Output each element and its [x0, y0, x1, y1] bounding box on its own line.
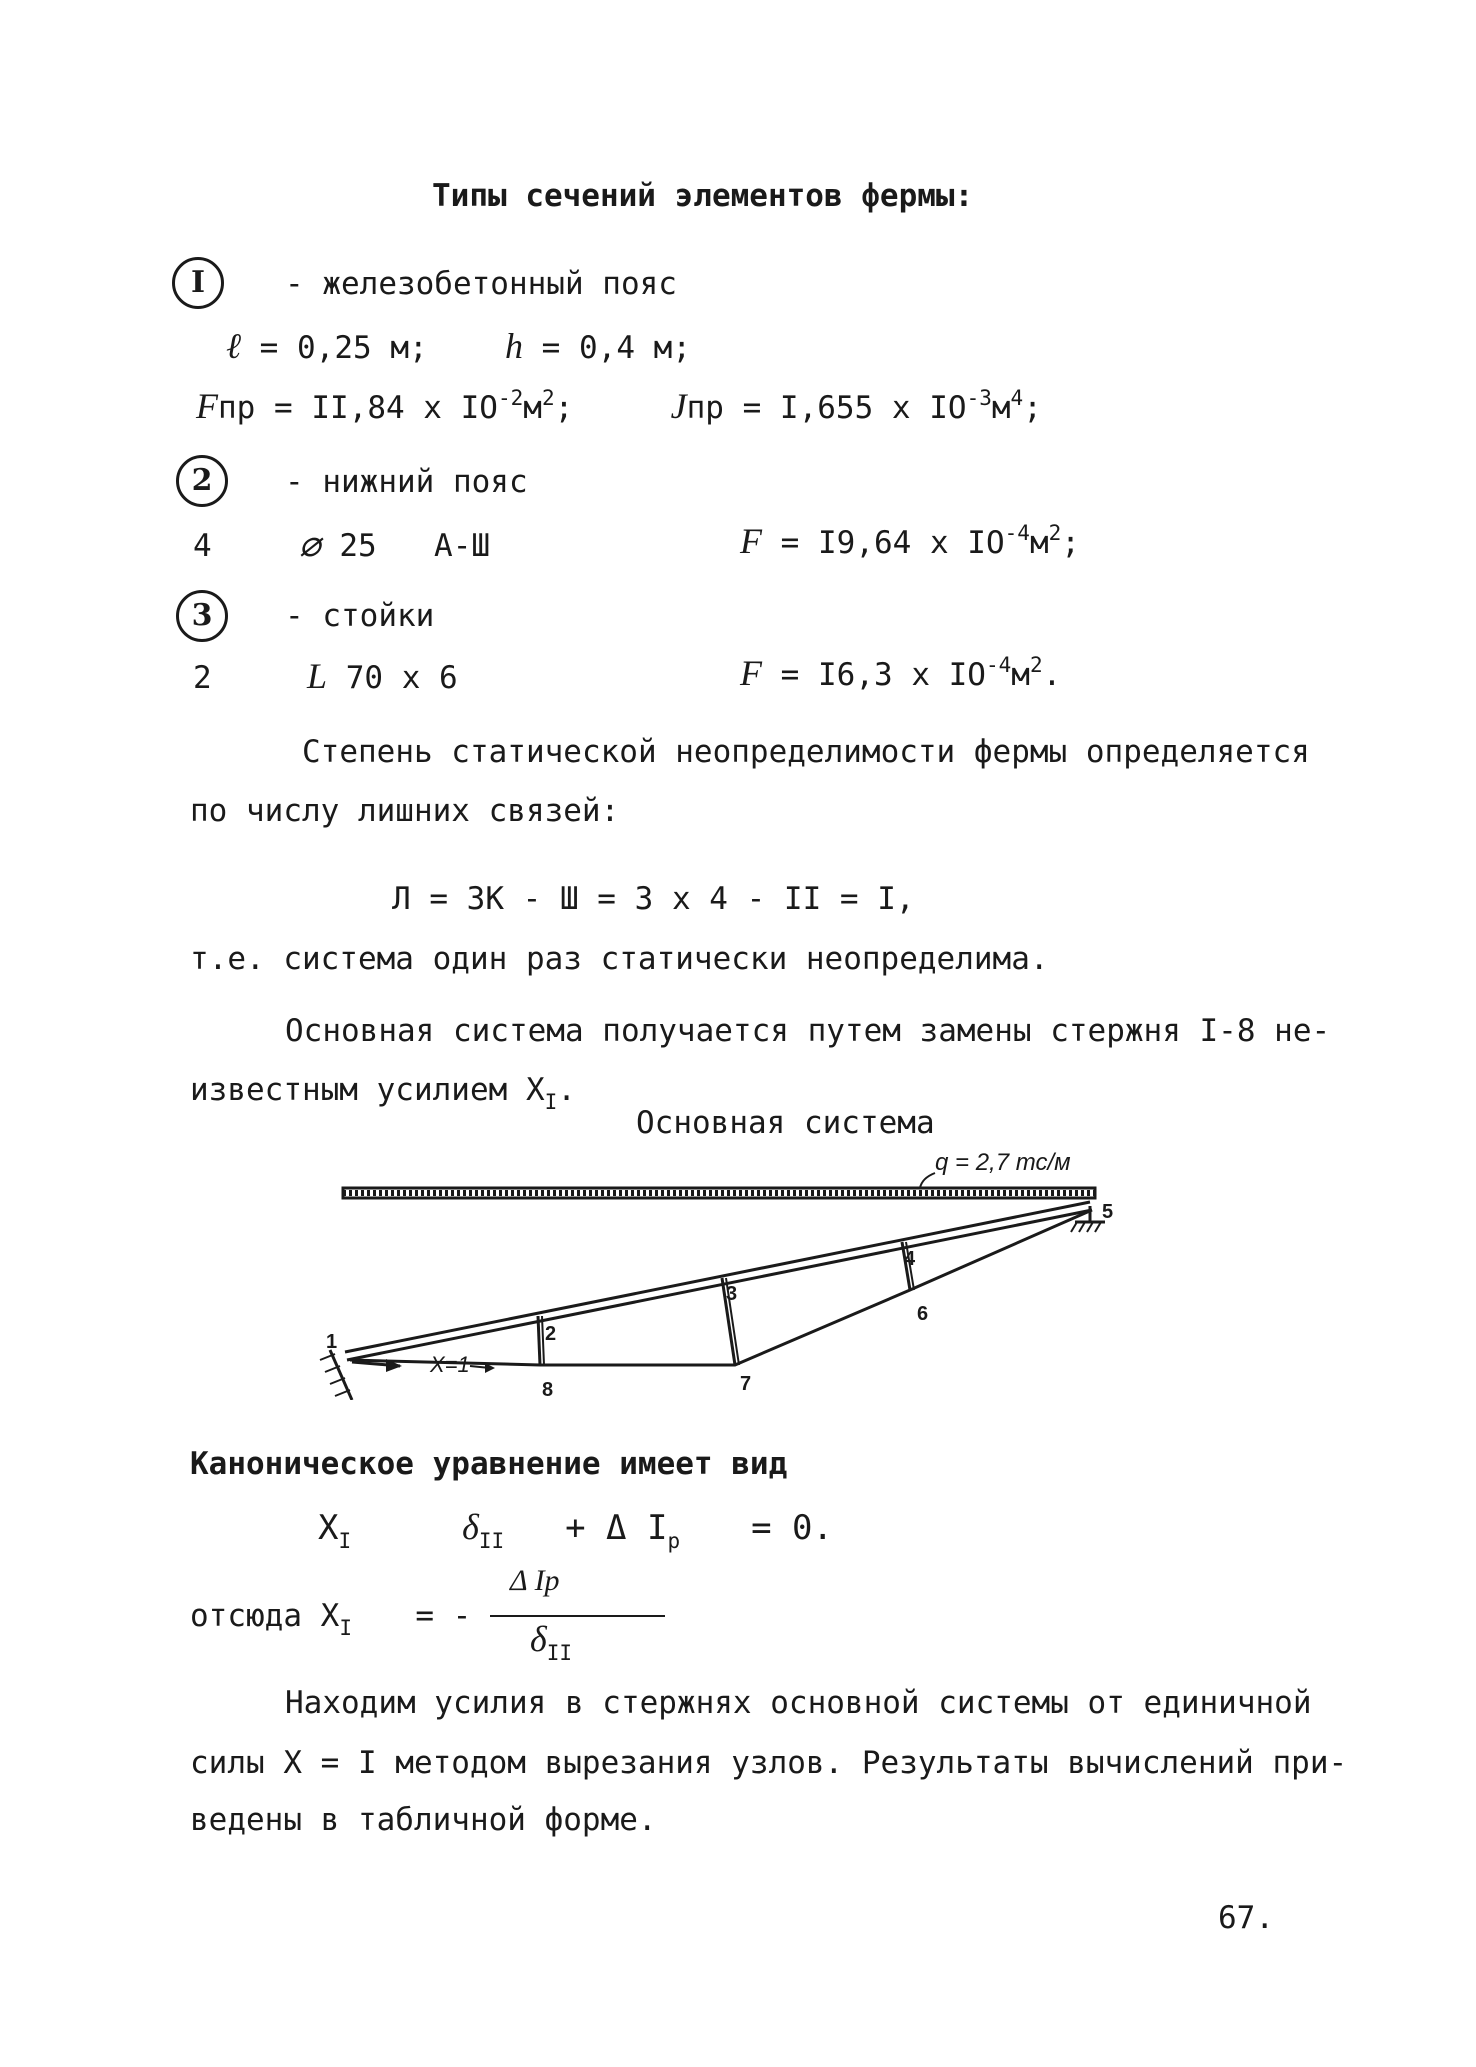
node-label-8: 8 — [542, 1379, 554, 1400]
solution-label: отсюда $X_I$ = - — [190, 1598, 472, 1640]
solution-numerator: Δ Ip — [510, 1564, 560, 1597]
fraction-bar — [490, 1615, 665, 1617]
top-chord — [345, 1202, 1092, 1360]
node-label-2: 2 — [545, 1323, 557, 1345]
section-1-header — [172, 257, 224, 309]
section-2-header — [176, 455, 228, 507]
load-leader-line — [920, 1173, 935, 1188]
left-support — [320, 1350, 352, 1400]
canonical-equation: $X_I$ $\delta_{II} + \Delta$ $I_p = 0$. — [318, 1507, 833, 1553]
paragraph-3-line-1: Основная система получается путем замены стержня I-8 не- — [285, 1013, 1331, 1049]
node-label-7: 7 — [740, 1373, 752, 1395]
paragraph-1-line-2: по числу лишних связей: — [190, 793, 620, 829]
paragraph-1-line-1: Степень статической неопределимости фермы определяется — [302, 734, 1310, 770]
page-heading: Типы сечений элементов фермы: — [432, 178, 974, 214]
diagram-title: Основная система — [636, 1105, 935, 1141]
section-2-title: - нижний пояс — [285, 464, 528, 500]
truss-diagram — [290, 1140, 1150, 1400]
section-3-profile: 2 L 70 x 6 — [193, 656, 458, 696]
load-label: q = 2,7 тс/м — [935, 1149, 1071, 1176]
node-label-6: 6 — [917, 1303, 929, 1325]
paragraph-3-line-2: известным усилием $X_I$. — [190, 1072, 576, 1114]
section-2-number: 2 — [176, 455, 228, 507]
paragraph-4-line-3: ведены в табличной форме. — [190, 1802, 657, 1838]
formula-redundancy: Л = 3К - Ш = 3 x 4 - II = I, — [392, 881, 915, 917]
node-label-5: 5 — [1102, 1201, 1114, 1223]
paragraph-4-line-1: Находим усилия в стержнях основной системы от единичной — [285, 1685, 1312, 1721]
paragraph-2: т.е. система один раз статически неопределима. — [190, 941, 1049, 977]
node-label-1: 1 — [326, 1331, 338, 1353]
section-1-properties: Fпр = II,84 x $IO^{-2}м^2$; Jпр = I,655 x $IO^{-3}м^4$; — [196, 386, 1042, 426]
page-number: 67. — [1218, 1900, 1274, 1936]
section-3-number: 3 — [176, 590, 228, 642]
paragraph-4-line-2: силы X = I методом вырезания узлов. Результаты вычислений при- — [190, 1745, 1348, 1781]
node-label-4: 4 — [904, 1248, 916, 1270]
section-2-rebar: 4 ⌀ 25 A-Ш — [193, 524, 491, 564]
section-3-title: - стойки — [285, 598, 435, 634]
canonical-title: Каноническое уравнение имеет вид — [190, 1446, 788, 1482]
section-1-dimensions: ℓ = 0,25 м; h = 0,4 м; — [226, 326, 691, 366]
force-label: X=1 — [430, 1352, 470, 1377]
solution-denominator: $\delta_{II}$ — [530, 1619, 573, 1665]
section-3-header — [176, 590, 228, 642]
distributed-load — [343, 1188, 1095, 1198]
section-1-title: - железобетонный пояс — [285, 266, 677, 302]
section-3-area: F = I6,3 x $IO^{-4}м^2$. — [740, 653, 1062, 693]
node-label-3: 3 — [726, 1283, 738, 1305]
section-2-area: F = I9,64 x $IO^{-4}м^2$; — [740, 521, 1080, 561]
section-1-number: I — [172, 257, 224, 309]
